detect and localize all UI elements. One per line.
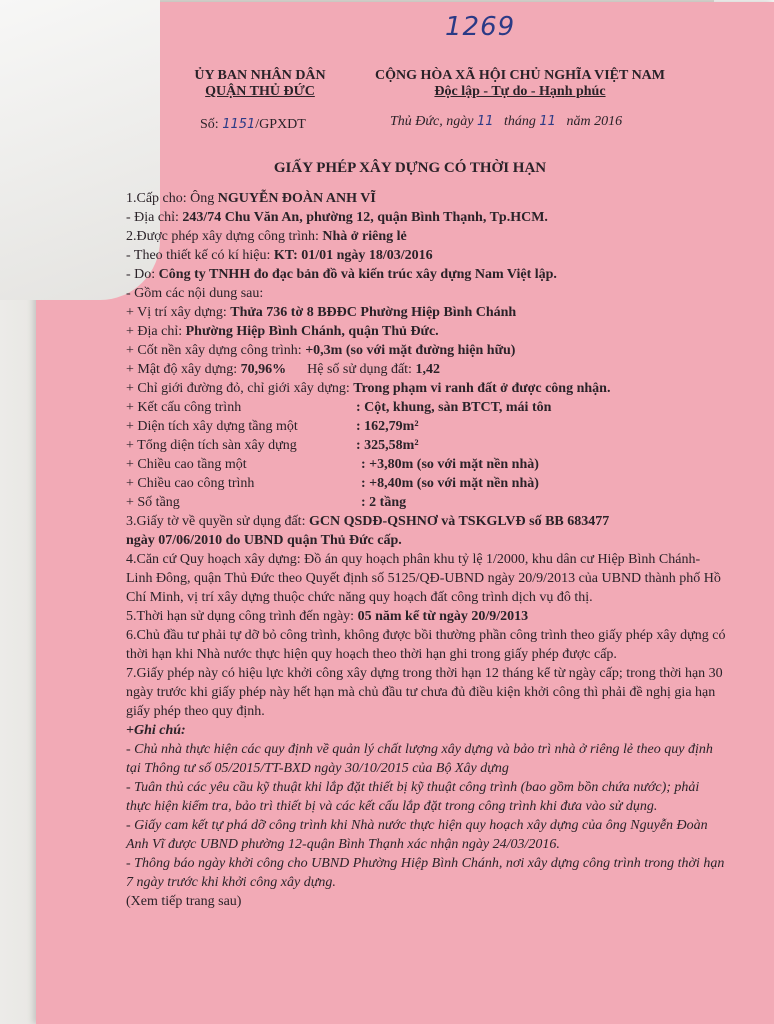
issuer-line2: QUẬN THỦ ĐỨC <box>205 84 315 99</box>
date-year: năm 2016 <box>566 114 623 129</box>
date-place: Thủ Đức, ngày <box>390 114 474 129</box>
continue-note: (Xem tiếp trang sau) <box>126 894 242 909</box>
content-label: - Gồm các nội dung sau: <box>126 286 264 301</box>
section-3-land-date: ngày 07/06/2010 do UBND quận Thủ Đức cấp. <box>126 533 402 548</box>
note-item: - Thông báo ngày khởi công cho UBND Phường Hiệp Bình Chánh, nơi xây dựng công trình trong thời hạn 7 ngày trước khi khởi công xây dựng. <box>126 856 725 890</box>
section-6-demolition: 6.Chủ đầu tư phải tự dỡ bỏ công trình, không được bồi thường phần công trình theo giấy phép xây dựng có thời hạn khi Nhà nước thực hiện quy hoạch theo thời hạn ghi trong giấy phép được cấp. <box>126 628 726 662</box>
spec-row: + Diện tích xây dựng tầng một : 162,79m² <box>126 419 419 434</box>
section-2-intro: 2.Được phép xây dựng công trình: Nhà ở riêng lẻ <box>126 229 407 244</box>
section-1-grantee: 1.Cấp cho: Ông NGUYỄN ĐOÀN ANH VĨ <box>126 191 376 206</box>
date-month-label: tháng <box>504 114 536 129</box>
foundation-level: + Cốt nền xây dựng công trình: +0,3m (so với mặt đường hiện hữu) <box>126 343 516 358</box>
national-line1: CỘNG HÒA XÃ HỘI CHỦ NGHĨA VIỆT NAM <box>374 68 665 83</box>
note-item: - Tuân thủ các yêu cầu kỹ thuật khi lắp đặt thiết bị kỹ thuật công trình (bao gồm bồn chứa nước); phải thực hiện kiểm tra, bảo trì thiết bị và các kết cấu lắp đặt trong công trình khi đưa vào sử dụng. <box>126 780 700 814</box>
grantee-address: - Địa chỉ: 243/74 Chu Văn An, phường 12, quận Bình Thạnh, Tp.HCM. <box>126 210 548 225</box>
issuer-line1: ỦY BAN NHÂN DÂN <box>194 68 326 83</box>
spec-row: + Số tầng : 2 tầng <box>126 495 407 510</box>
section-7-validity: 7.Giấy phép này có hiệu lực khởi công xây dựng trong thời hạn 12 tháng kể từ ngày cấp; trong thời hạn 30 ngày trước khi giấy phép này hết hạn mà chủ đầu tư chưa đủ điều kiện khởi công thì phải đề nghị gia hạn giấy phép theo quy định. <box>126 666 723 719</box>
grantee-name: NGUYỄN ĐOÀN ANH VĨ <box>217 191 376 206</box>
spec-row: + Kết cấu công trình : Cột, khung, sàn BTCT, mái tôn <box>126 400 552 415</box>
location: + Vị trí xây dựng: Thửa 736 tờ 8 BĐĐC Phường Hiệp Bình Chánh <box>126 305 517 320</box>
national-header <box>360 68 680 100</box>
issue-date <box>390 114 622 130</box>
site-address: + Địa chỉ: Phường Hiệp Bình Chánh, quận Thủ Đức. <box>126 324 439 339</box>
notes-label: +Ghi chú: <box>126 723 186 738</box>
section-4-planning: 4.Căn cứ Quy hoạch xây dựng: Đồ án quy hoạch phân khu tỷ lệ 1/2000, khu dân cư Hiệp Bình Chánh-Linh Đông, quận Thủ Đức theo Quyết định số 5125/QĐ-UBND ngày 20/9/2013 của UBND thành phố Hồ Chí Minh, vị trí xây dựng thuộc chức năng quy hoạch đất công trình dịch vụ đô thị. <box>126 552 721 605</box>
document-body <box>126 189 726 911</box>
designer: - Do: Công ty TNHH đo đạc bản đồ và kiến trúc xây dựng Nam Việt lập. <box>126 267 557 282</box>
section-3-land: 3.Giấy tờ về quyền sử dụng đất: GCN QSDĐ-QSHNƠ và TSKGLVĐ số BB 683477 <box>126 514 610 529</box>
spec-row: + Chiều cao tầng một : +3,80m (so với mặt nền nhà) <box>126 457 539 472</box>
spec-row: + Chiều cao công trình : +8,40m (so với mặt nền nhà) <box>126 476 539 491</box>
design-code: - Theo thiết kế có kí hiệu: KT: 01/01 ngày 18/03/2016 <box>126 248 433 263</box>
section-5-term: 5.Thời hạn sử dụng công trình đến ngày: 05 năm kể từ ngày 20/9/2013 <box>126 609 529 624</box>
handwritten-number: 1269 <box>445 12 516 42</box>
spec-row: + Tổng diện tích sàn xây dựng : 325,58m² <box>126 438 419 453</box>
number-handwritten: 1151 <box>222 117 256 132</box>
document-number <box>200 117 306 133</box>
document-title: GIẤY PHÉP XÂY DỰNG CÓ THỜI HẠN <box>273 160 547 176</box>
issuer-header <box>160 68 360 100</box>
date-month: 11 <box>539 114 556 129</box>
national-line2: Độc lập - Tự do - Hạnh phúc <box>434 84 606 99</box>
note-item: - Chủ nhà thực hiện các quy định về quản lý chất lượng xây dựng và bảo trì nhà ở riêng lẻ theo quy định tại Thông tư số 05/2015/TT-BXD ngày 30/10/2015 của Bộ Xây dựng <box>126 742 713 776</box>
number-prefix: Số: <box>200 117 219 132</box>
note-item: - Giấy cam kết tự phá dỡ công trình khi Nhà nước thực hiện quy hoạch xây dựng của ông Nguyễn Đoàn Anh Vĩ được UBND phường 12-quận Bình Thạnh xác nhận ngày 24/03/2016. <box>126 818 708 852</box>
density-ratio: + Mật độ xây dựng: 70,96% Hệ số sử dụng đất: 1,42 <box>126 362 440 377</box>
number-suffix: /GPXDT <box>255 117 306 132</box>
date-day: 11 <box>476 114 494 129</box>
boundary: + Chỉ giới đường đỏ, chỉ giới xây dựng: Trong phạm vi ranh đất ở được công nhận. <box>126 381 611 396</box>
